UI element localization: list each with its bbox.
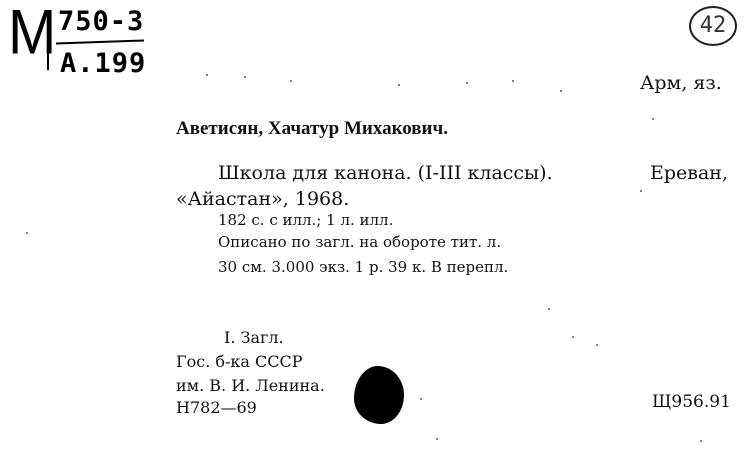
language-label: Арм, яз. (640, 72, 722, 94)
scan-speck (436, 438, 438, 440)
circled-number-stamp: 42 (689, 6, 737, 46)
classification-code: Щ956.91 (652, 392, 731, 412)
scan-speck (548, 308, 550, 310)
shelfmark-rule (56, 39, 144, 44)
scan-speck (244, 76, 246, 78)
author-heading: Аветисян, Хачатур Михакович. (176, 118, 448, 139)
tracing: I. Загл. (224, 328, 284, 347)
scan-speck (466, 82, 468, 84)
shelfmark-bracket: M (8, 0, 58, 68)
scan-speck (290, 80, 292, 82)
place-of-publication: Ереван, (650, 162, 729, 184)
title-line1: Школа для канона. (I-III классы). (218, 162, 553, 184)
library-line2: им. В. И. Ленина. (176, 376, 325, 395)
scan-speck (560, 90, 562, 92)
collation-note: Описано по загл. на обороте тит. л. (218, 233, 502, 251)
ink-blot (354, 366, 404, 424)
scan-speck (700, 440, 702, 442)
scan-speck (572, 336, 574, 338)
collation-pages: 182 с. с илл.; 1 л. илл. (218, 211, 394, 229)
shelfmark-divider (47, 12, 49, 70)
order-number: Н782—69 (176, 398, 257, 417)
collation-edition: 30 см. 3.000 экз. 1 р. 39 к. В перепл. (218, 258, 509, 276)
library-line1: Гос. б-ка СССР (176, 352, 303, 371)
title-line2: «Айастан», 1968. (176, 188, 350, 210)
scan-speck (26, 232, 28, 234)
shelfmark-line1: 750-3 (58, 6, 145, 37)
scan-speck (420, 398, 422, 400)
scan-speck (206, 74, 208, 76)
scan-speck (512, 80, 514, 82)
scan-speck (640, 190, 642, 192)
scan-speck (398, 84, 400, 86)
scan-speck (652, 118, 654, 120)
scan-speck (596, 344, 598, 346)
shelfmark-line2: A.199 (60, 48, 147, 79)
